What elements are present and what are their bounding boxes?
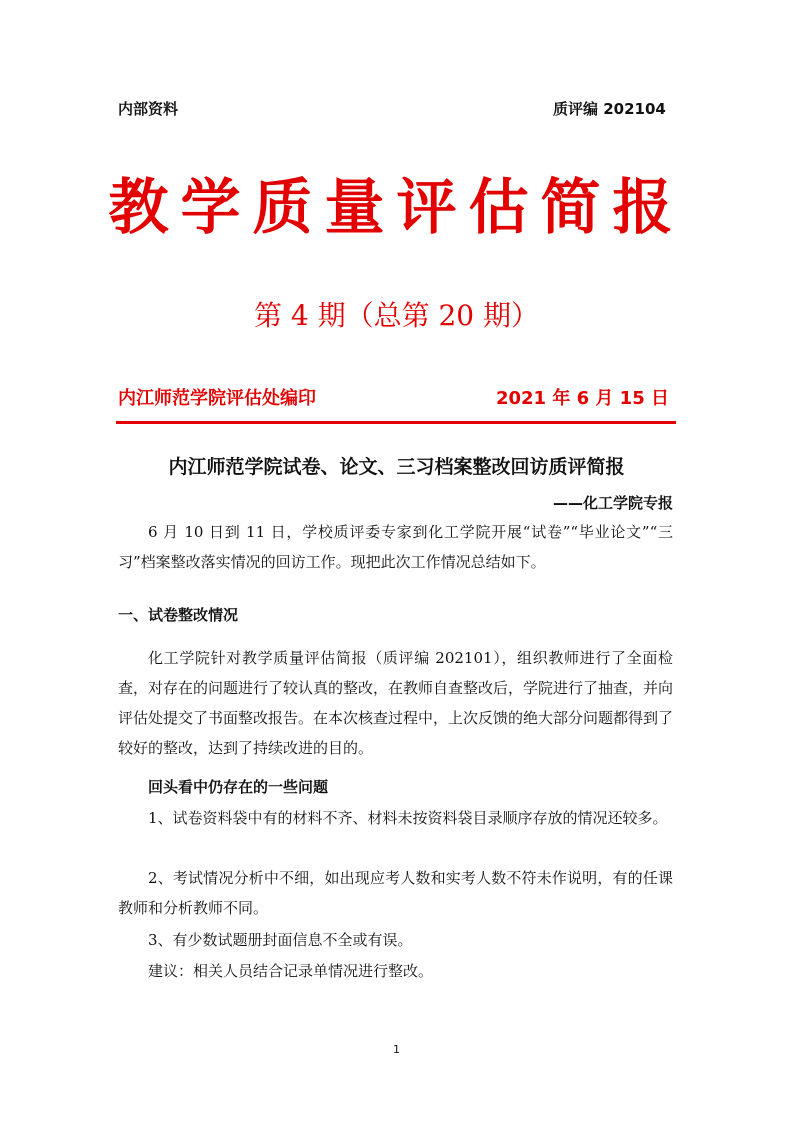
publication-date: 2021 年 6 月 15 日	[495, 388, 669, 409]
section-body-paragraph: 化工学院针对教学质量评估简报（质评编 202101），组织教师进行了全面检查，对存在的问题进行了较认真的整改，在教师自查整改后，学院进行了抽查，并向评估处提交了书面整改报告。在本次核查过程中，上次反馈的绝大部分问题都得到了较好的整改，达到了持续改进的目的。	[118, 649, 674, 757]
masthead-title: 教学质量评估简报	[108, 173, 685, 243]
issue-number: 第 4 期（总第 20 期）	[253, 299, 540, 332]
article-title: 内江师范学院试卷、论文、三习档案整改回访质评简报	[168, 456, 625, 478]
section-heading: 一、试卷整改情况	[118, 606, 239, 624]
problem-item-1: 1、试卷资料袋中有的材料不齐、材料未按资料袋目录顺序存放的情况还较多。	[148, 809, 668, 827]
problems-subheading: 回头看中仍存在的一些问题	[148, 778, 329, 796]
suggestion-paragraph: 建议：相关人员结合记录单情况进行整改。	[148, 962, 434, 980]
masthead-divider	[116, 421, 676, 424]
intro-paragraph: 6 月 10 日到 11 日，学校质评委专家到化工学院开展“试卷”“毕业论文”“三习”档案整改落实情况的回访工作。现把此次工作情况总结如下。	[118, 523, 673, 571]
editor-line: 内江师范学院评估处编印	[118, 388, 316, 409]
document-code: 质评编 202104	[553, 100, 666, 118]
problem-item-3: 3、有少数试题册封面信息不全或有误。	[148, 931, 413, 949]
internal-material-label: 内部资料	[118, 100, 179, 118]
article-subtitle: ——化工学院专报	[552, 494, 673, 512]
page-number: 1	[393, 1043, 400, 1056]
problem-item-2: 2、考试情况分析中不细，如出现应考人数和实考人数不符未作说明，有的任课教师和分析教师不同。	[118, 869, 673, 917]
